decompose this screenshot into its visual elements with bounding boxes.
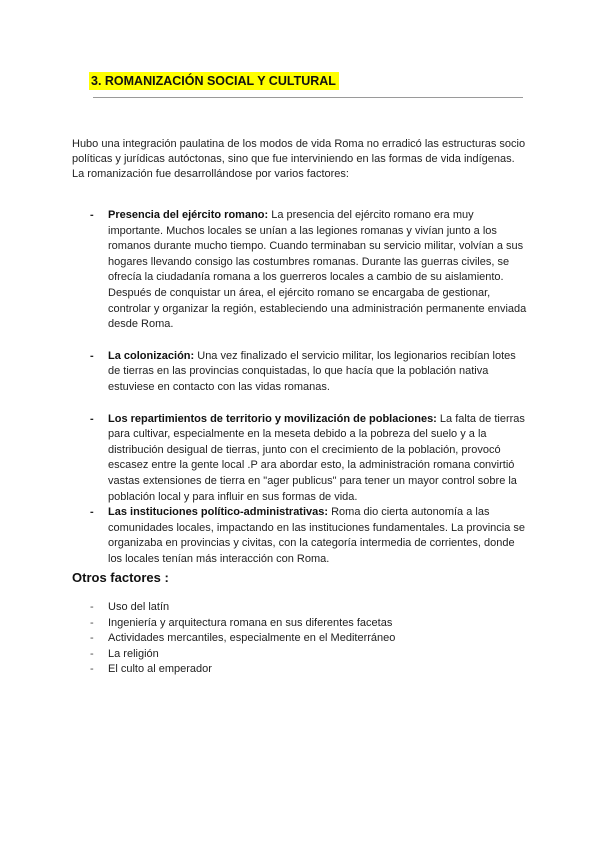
factor-title: La colonización:	[108, 349, 195, 362]
factor-title: Presencia del ejército romano:	[108, 209, 269, 221]
list-item: - El culto al emperador	[90, 662, 395, 678]
bullet-dash: -	[90, 412, 94, 425]
bullet-dash: -	[90, 601, 94, 613]
intro-paragraph: Hubo una integración paulatina de los modos de vida Roma no erradicó las estructuras socio políticas y jurídicas autóctonas, sino que fue interviniendo en las formas de vida indígenas.	[72, 138, 526, 165]
bullet-dash: -	[90, 506, 94, 519]
factors-list	[90, 208, 530, 567]
factor-text: La falta de tierras para cultivar, especialmente en la meseta debido a la pobreza del suelo y a la distribución desigual de tierras, junto con el crecimiento de la población, provocó escasez entre la gente local .P ara abordar esto, la administración romana convirtió vastas extensiones de tierra en "ager publicus" para tener un mayor control sobre la población local y para influir en sus formas de vida.	[108, 412, 525, 503]
factor-item-colonization	[90, 349, 530, 396]
bullet-dash: -	[90, 349, 94, 362]
heading-divider	[93, 97, 523, 98]
bullet-dash: -	[90, 632, 94, 645]
factor-text: Roma dio cierta autonomía a las comunidades locales, impactando en las instituciones fundamentales. La provincia se organizaba en provincias y civitas, con la categoría intermedia de corrientes, donde los locales tenían más interacción con Roma.	[108, 506, 526, 565]
intro-lead: La romanización fue desarrollándose por varios factores:	[72, 167, 349, 180]
factor-text: Una vez finalizado el servicio militar, los legionarios recibían lotes de tierras en las provincias conquistadas, lo que hacía que la población nativa estuviese en contacto con las vidas romanas.	[108, 349, 516, 393]
factor-title: Las instituciones político-administrativas:	[108, 506, 329, 519]
others-heading: Otros factores :	[72, 570, 169, 585]
factor-item-institutions	[90, 505, 530, 567]
factor-title: Los repartimientos de territorio y movilización de poblaciones:	[108, 412, 437, 425]
intro-text	[72, 137, 534, 181]
factor-item-army	[90, 208, 530, 333]
factor-text: La presencia del ejército romano era muy importante. Muchos locales se unían a las legiones romanas y vivían junto a los romanos durante mucho tiempo. Cuando terminaban su servicio militar, volvían a sus hogares llevando consigo las costumbres romanas. Durante las guerras civiles, se ofrecía la ciudadanía romana a los guerreros locales a cambio de su aislamiento. Después de conquistar un área, el ejército romano se encargaba de gestionar, controlar y organizar la región, estableciendo una administración permanente enviada desde Roma.	[108, 209, 527, 331]
bullet-dash: -	[90, 209, 94, 221]
list-item: - La religión	[90, 647, 395, 663]
list-item: - Uso del latín	[90, 600, 395, 616]
bullet-dash: -	[90, 647, 94, 660]
bullet-dash: -	[90, 616, 94, 629]
others-list	[90, 600, 395, 678]
list-item: - Actividades mercantiles, especialmente en el Mediterráneo	[90, 631, 395, 647]
bullet-dash: -	[90, 663, 94, 676]
factor-item-territory	[90, 412, 530, 506]
section-heading: 3. ROMANIZACIÓN SOCIAL Y CULTURAL	[89, 72, 339, 90]
list-item: - Ingeniería y arquitectura romana en sus diferentes facetas	[90, 616, 395, 632]
